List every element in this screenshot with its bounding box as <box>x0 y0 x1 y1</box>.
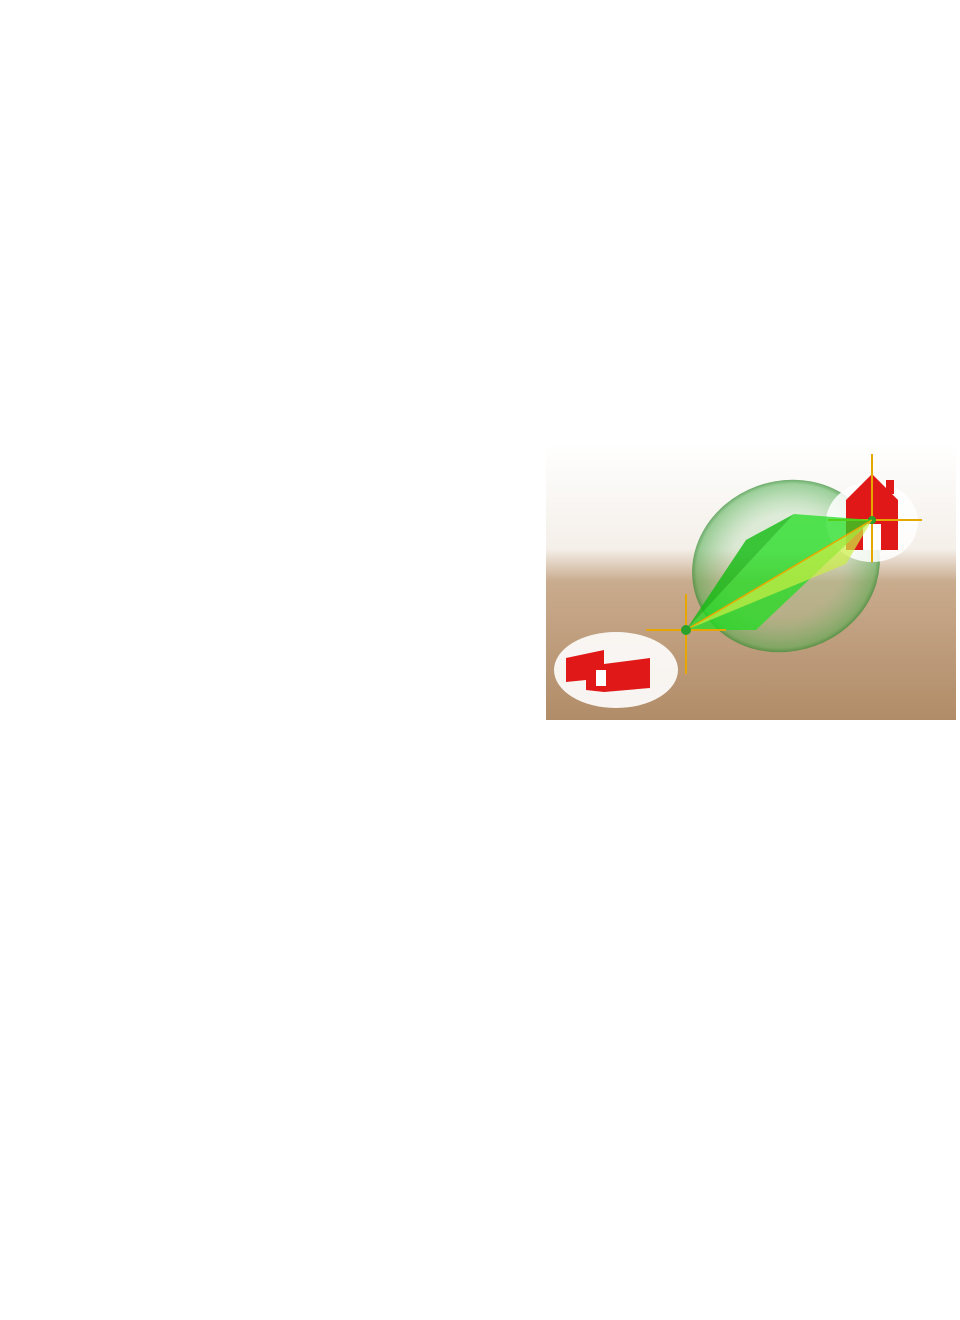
astigmatism-figure <box>546 444 956 720</box>
house-image-blurred <box>554 632 678 708</box>
sturm-conoid-illustration <box>546 444 956 720</box>
